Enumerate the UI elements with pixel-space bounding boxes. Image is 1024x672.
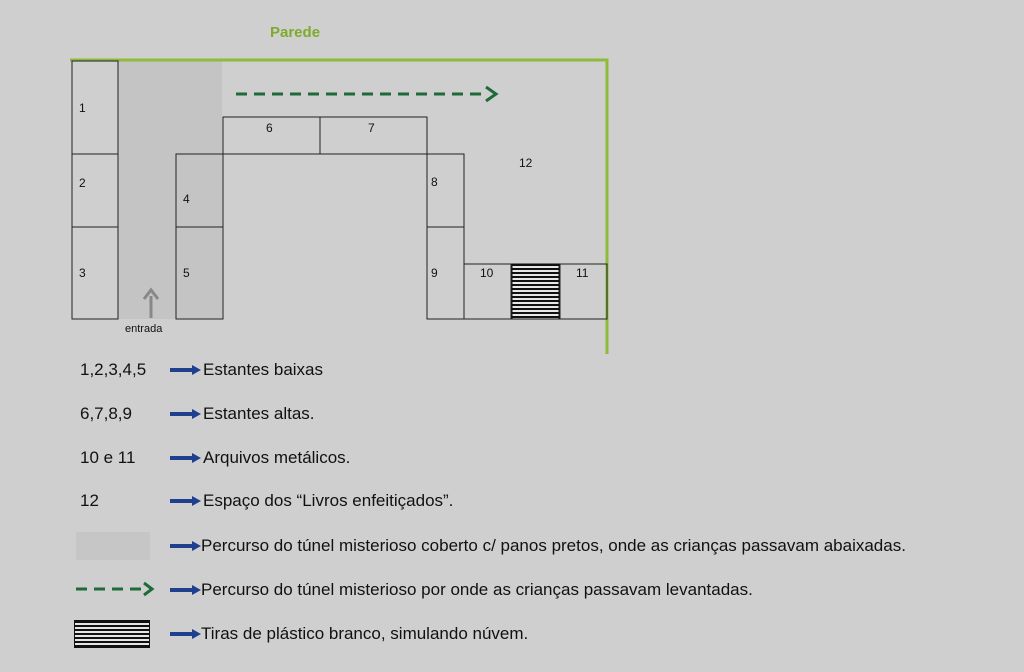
plastic-strips-swatch bbox=[74, 620, 150, 648]
label-1: 1 bbox=[79, 101, 86, 115]
covered-tunnel-swatch bbox=[76, 532, 150, 560]
shelf-2 bbox=[72, 154, 118, 227]
legend-key: 10 e 11 bbox=[80, 448, 136, 467]
label-4: 4 bbox=[183, 192, 190, 206]
entrance-label: entrada bbox=[125, 323, 163, 335]
plastic-strips bbox=[512, 264, 559, 319]
legend-row-plastic-strips bbox=[0, 620, 1024, 648]
covered-tunnel-path bbox=[118, 61, 222, 319]
dashed-arrow-swatch bbox=[76, 580, 156, 598]
legend-row-tall-shelves bbox=[0, 400, 1024, 428]
wall-label: Parede bbox=[270, 24, 321, 41]
legend-text: Tiras de plástico branco, simulando núvem. bbox=[201, 624, 529, 643]
legend-text: Arquivos metálicos. bbox=[203, 448, 351, 467]
label-3: 3 bbox=[79, 266, 86, 280]
label-8: 8 bbox=[431, 175, 438, 189]
label-10: 10 bbox=[480, 266, 494, 280]
label-2: 2 bbox=[79, 176, 86, 190]
legend-text: Espaço dos “Livros enfeitiçados”. bbox=[203, 491, 454, 510]
legend-arrow-icon bbox=[170, 584, 202, 596]
label-9: 9 bbox=[431, 266, 438, 280]
legend-row-low-shelves bbox=[0, 356, 1024, 384]
standing-tunnel-arrowhead bbox=[486, 87, 496, 101]
shelf-8 bbox=[427, 154, 464, 227]
label-12: 12 bbox=[519, 156, 533, 170]
legend-key: 6,7,8,9 bbox=[80, 404, 132, 423]
label-7: 7 bbox=[368, 121, 375, 135]
label-6: 6 bbox=[266, 121, 273, 135]
legend-row-metal-files bbox=[0, 444, 1024, 472]
legend-text: Percurso do túnel misterioso coberto c/ panos pretos, onde as crianças passavam abaixadas. bbox=[201, 536, 906, 555]
legend-key: 1,2,3,4,5 bbox=[80, 360, 147, 379]
legend-row-bewitched-books bbox=[0, 487, 1024, 515]
label-5: 5 bbox=[183, 266, 190, 280]
legend-text: Estantes baixas bbox=[203, 360, 324, 379]
legend-arrow-icon bbox=[170, 495, 202, 507]
legend-text: Estantes altas. bbox=[203, 404, 315, 423]
legend-text: Percurso do túnel misterioso por onde as crianças passavam levantadas. bbox=[201, 580, 753, 599]
legend-arrow-icon bbox=[170, 452, 202, 464]
legend-key: 12 bbox=[80, 491, 99, 510]
legend-row-covered-tunnel bbox=[0, 532, 1024, 560]
label-11: 11 bbox=[576, 266, 589, 280]
legend-row-standing-tunnel bbox=[0, 576, 1024, 604]
legend-arrow-icon bbox=[170, 628, 202, 640]
legend-arrow-icon bbox=[170, 364, 202, 376]
legend-arrow-icon bbox=[170, 408, 202, 420]
legend-arrow-icon bbox=[170, 540, 202, 552]
